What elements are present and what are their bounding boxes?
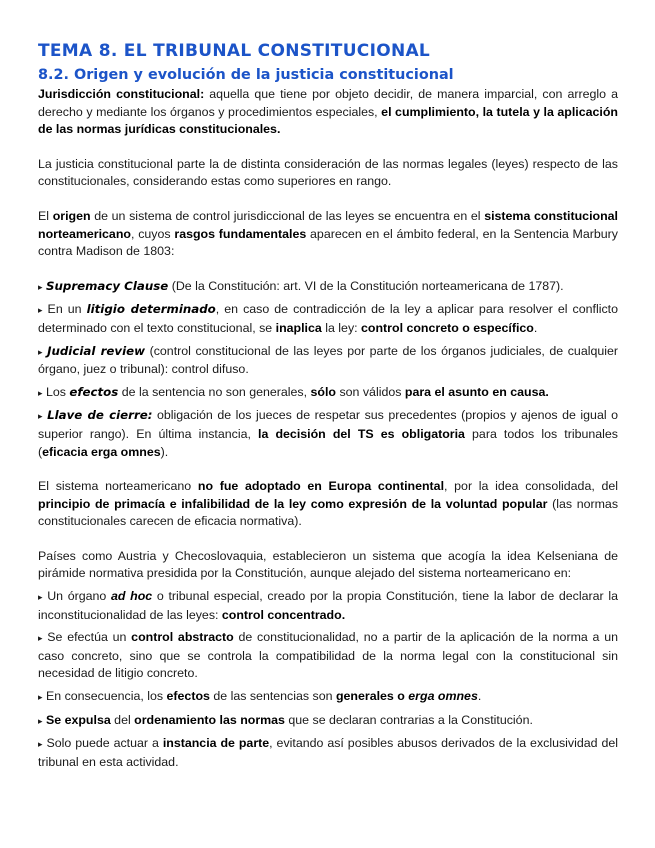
bullet-icon: ▸	[38, 305, 43, 316]
bullet-efectos: ▸ Los efectos de la sentencia no son generales, sólo son válidos para el asunto en causa.	[38, 384, 549, 399]
bullet-judicial-review: ▸ Judicial review (control constitucional de las leyes por parte de los órganos judiciales, de cualquier órgano, juez o tribunal): control difuso.	[38, 343, 619, 377]
paragraph-definition: Jurisdicción constitucional: aquella que tiene por objeto decidir, de manera imparcial, con arreglo a derecho y mediante los órganos y procedimientos especiales, el cumplimiento, la tutela y la aplicación de las normas jurídicas constitucionales.	[38, 87, 618, 137]
paragraph-europe: El sistema norteamericano no fue adoptado en Europa continental, por la idea consolidada, del principio de primacía e infalibilidad de la ley como expresión de la voluntad popular (las normas constitucionales carecen de eficacia normativa).	[38, 479, 619, 529]
document-page	[38, 40, 618, 771]
bullet-icon: ▸	[38, 387, 43, 398]
bullet-icon: ▸	[38, 592, 43, 603]
page-title: TEMA 8. EL TRIBUNAL CONSTITUCIONAL	[38, 41, 431, 61]
bullet-se-expulsa: ▸ Se expulsa del ordenamiento las normas que se declaran contrarias a la Constitución.	[38, 712, 533, 727]
bullet-organo-ad-hoc: ▸ Un órgano ad hoc o tribunal especial, creado por la propia Constitución, tiene la labor de declarar la inconstitucionalidad de las leyes: control concentrado.	[38, 589, 618, 622]
bullet-control-abstracto: ▸ Se efectúa un control abstracto de constitucionalidad, no a partir de la aplicación de la norma a un caso concreto, sino que se controla la compatibilidad de la norma legal con la constitucional sin necesidad de litigio concreto.	[38, 630, 618, 681]
bullet-icon: ▸	[38, 346, 43, 357]
bullet-supremacy-clause: ▸ Supremacy Clause (De la Constitución: art. VI de la Constitución norteamericana de 1787).	[38, 278, 564, 293]
bullet-llave-de-cierre: ▸ Llave de cierre: obligación de los jueces de respetar sus precedentes (propios y ajenos de igual o superior rango). En última instancia, la decisión del TS es obligatoria para todos los tribunales (eficacia erga omnes).	[38, 408, 619, 459]
bullet-icon: ▸	[38, 739, 43, 750]
section-heading: 8.2. Origen y evolución de la justicia constitucional	[38, 67, 454, 83]
definition-term: Jurisdicción constitucional:	[38, 87, 205, 101]
paragraph-justice: La justicia constitucional parte la de distinta consideración de las normas legales (leyes) respecto de las constitucionales, considerando estas como superiores en rango.	[38, 156, 618, 189]
paragraph-origin: El origen de un sistema de control jurisdiccional de las leyes se encuentra en el sistema constitucional norteamericano, cuyos rasgos fundamentales aparecen en el ámbito federal, en la Sentencia Marbury contra Madison de 1803:	[38, 208, 618, 259]
bullet-efectos-generales: ▸ En consecuencia, los efectos de las sentencias son generales o erga omnes.	[38, 689, 482, 704]
bullet-icon: ▸	[38, 281, 43, 292]
bullet-instancia-de-parte: ▸ Solo puede actuar a instancia de parte, evitando así posibles abusos derivados de la exclusividad del tribunal en esta actividad.	[38, 736, 619, 769]
bullet-litigio: ▸ En un litigio determinado, en caso de contradicción de la ley a aplicar para resolver el conflicto determinado con el texto constitucional, se inaplica la ley: control concreto o específico.	[38, 302, 618, 335]
paragraph-kelsen: Países como Austria y Checoslovaquia, establecieron un sistema que acogía la idea Kelseniana de pirámide normativa presidida por la Constitución, aunque alejado del sistema norteamericano en:	[38, 548, 618, 581]
bullet-icon: ▸	[38, 715, 43, 726]
bullet-icon: ▸	[38, 692, 43, 703]
bullet-icon: ▸	[38, 411, 43, 422]
bullet-icon: ▸	[38, 633, 43, 644]
